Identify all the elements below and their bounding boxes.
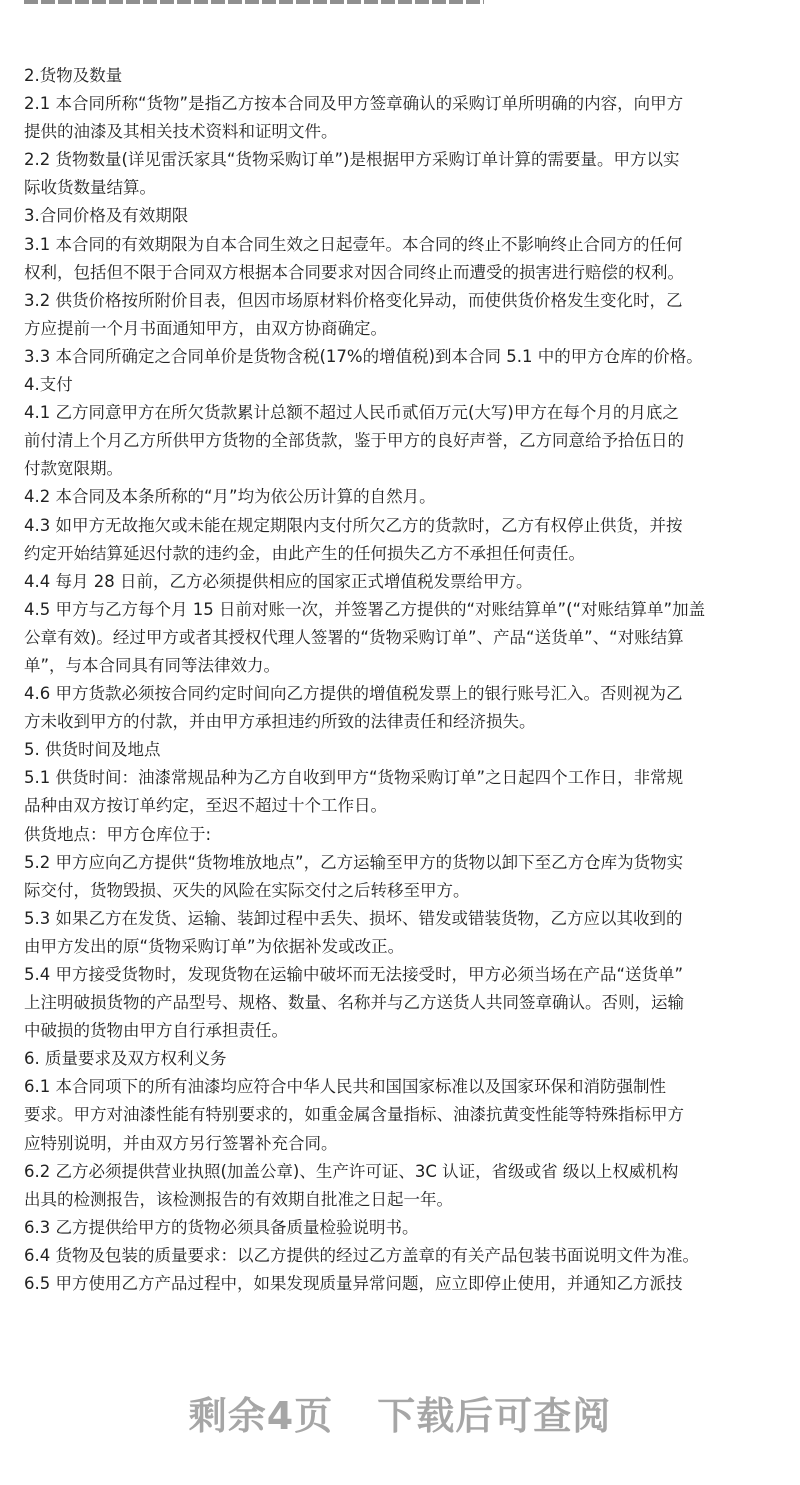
document-line: 3.合同价格及有效期限 — [24, 206, 189, 226]
document-line: 4.3 如甲方无故拖欠或未能在规定期限内支付所欠乙方的货款时，乙方有权停止供货，并按 — [24, 515, 683, 535]
document-line: 4.4 每月 28 日前，乙方必须提供相应的国家正式增值税发票给甲方。 — [24, 571, 533, 591]
document-line: 出具的检测报告，该检测报告的有效期自批准之日起一年。 — [24, 1189, 453, 1209]
document-line: 付款宽限期。 — [24, 459, 123, 479]
document-line: 权利，包括但不限于合同双方根据本合同要求对因合同终止而遭受的损害进行赔偿的权利。 — [24, 262, 684, 282]
contract-text — [24, 62, 784, 1298]
document-line: 上注明破损货物的产品型号、规格、数量、名称并与乙方送货人共同签章确认。否则，运输 — [24, 993, 684, 1013]
document-line: 3.3 本合同所确定之合同单价是货物含税(17%的增值税)到本合同 5.1 中的甲方仓库的价格。 — [24, 346, 703, 366]
document-line: 公章有效)。经过甲方或者其授权代理人签署的“货物采购订单”、产品“送货单”、“对账结算 — [24, 627, 684, 647]
document-line: 提供的油漆及其相关技术资料和证明文件。 — [24, 122, 338, 142]
document-line: 5. 供货时间及地点 — [24, 740, 161, 760]
document-line: 6.5 甲方使用乙方产品过程中，如果发现质量异常问题，应立即停止使用，并通知乙方派技 — [24, 1274, 683, 1294]
download-prompt[interactable] — [0, 1385, 800, 1440]
document-line: 4.支付 — [24, 375, 73, 395]
document-line: 方未收到甲方的付款，并由甲方承担违约所致的法律责任和经济损失。 — [24, 712, 536, 732]
remaining-pages-label: 剩余4页 — [188, 1394, 334, 1438]
document-line: 方应提前一个月书面通知甲方，由双方协商确定。 — [24, 318, 387, 338]
document-line: 中破损的货物由甲方自行承担责任。 — [24, 1021, 288, 1041]
document-line: 由甲方发出的原“货物采购订单”为依据补发或改正。 — [24, 936, 405, 956]
document-line: 5.3 如果乙方在发货、运输、装卸过程中丢失、损坏、错发或错装货物，乙方应以其收到的 — [24, 908, 683, 928]
document-line: 2.2 货物数量(详见雷沃家具“货物采购订单”)是根据甲方采购订单计算的需要量。甲方以实 — [24, 150, 680, 170]
document-line: 6.4 货物及包装的质量要求：以乙方提供的经过乙方盖章的有关产品包装书面说明文件为准。 — [24, 1245, 699, 1265]
document-line: 2.1 本合同所称“货物”是指乙方按本合同及甲方签章确认的采购订单所明确的内容，向甲方 — [24, 94, 684, 114]
document-line: 约定开始结算延迟付款的违约金，由此产生的任何损失乙方不承担任何责任。 — [24, 543, 585, 563]
download-to-view-label[interactable]: 下载后可查阅 — [377, 1394, 612, 1438]
document-line: 单”，与本合同具有同等法律效力。 — [24, 655, 281, 675]
document-line: 际收货数量结算。 — [24, 178, 156, 198]
document-line: 品种由双方按订单约定，至迟不超过十个工作日。 — [24, 796, 387, 816]
document-line: 4.2 本合同及本条所称的“月”均为依公历计算的自然月。 — [24, 487, 436, 507]
document-line: 际交付，货物毁损、灭失的风险在实际交付之后转移至甲方。 — [24, 880, 470, 900]
document-line: 供货地点：甲方仓库位于: — [24, 824, 212, 844]
document-line: 5.1 供货时间：油漆常规品种为乙方自收到甲方“货物采购订单”之日起四个工作日，非常规 — [24, 768, 684, 788]
document-line: 4.5 甲方与乙方每个月 15 日前对账一次，并签署乙方提供的“对账结算单”(“对账结算单”加盖 — [24, 599, 706, 619]
document-line: 2.货物及数量 — [24, 66, 123, 85]
document-line: 5.4 甲方接受货物时，发现货物在运输中破坏而无法接受时，甲方必须当场在产品“送货单” — [24, 965, 684, 984]
document-line: 3.1 本合同的有效期限为自本合同生效之日起壹年。本合同的终止不影响终止合同方的任何 — [24, 234, 683, 254]
document-line: 6.1 本合同项下的所有油漆均应符合中华人民共和国国家标准以及国家环保和消防强制性 — [24, 1077, 666, 1097]
document-line: 5.2 甲方应向乙方提供“货物堆放地点”，乙方运输至甲方的货物以卸下至乙方仓库为货物实 — [24, 852, 684, 872]
document-line: 要求。甲方对油漆性能有特别要求的，如重金属含量指标、油漆抗黄变性能等特殊指标甲方 — [24, 1105, 684, 1125]
document-line: 4.6 甲方货款必须按合同约定时间向乙方提供的增值税发票上的银行账号汇入。否则视为乙 — [24, 684, 683, 704]
document-line: 6.3 乙方提供给甲方的货物必须具备质量检验说明书。 — [24, 1217, 419, 1237]
document-line: 应特别说明，并由双方另行签署补充合同。 — [24, 1133, 338, 1153]
clipped-previous-line — [24, 0, 484, 4]
document-line: 前付清上个月乙方所供甲方货物的全部货款，鉴于甲方的良好声誉，乙方同意给予拾伍日的 — [24, 431, 684, 451]
document-line: 3.2 供货价格按所附价目表，但因市场原材料价格变化异动，而使供货价格发生变化时，乙 — [24, 290, 683, 310]
document-line: 4.1 乙方同意甲方在所欠货款累计总额不超过人民币贰佰万元(大写)甲方在每个月的月底之 — [24, 403, 679, 423]
document-line: 6. 质量要求及双方权利义务 — [24, 1049, 227, 1069]
document-line: 6.2 乙方必须提供营业执照(加盖公章)、生产许可证、3C 认证，省级或省 级以上权威机构 — [24, 1161, 679, 1181]
